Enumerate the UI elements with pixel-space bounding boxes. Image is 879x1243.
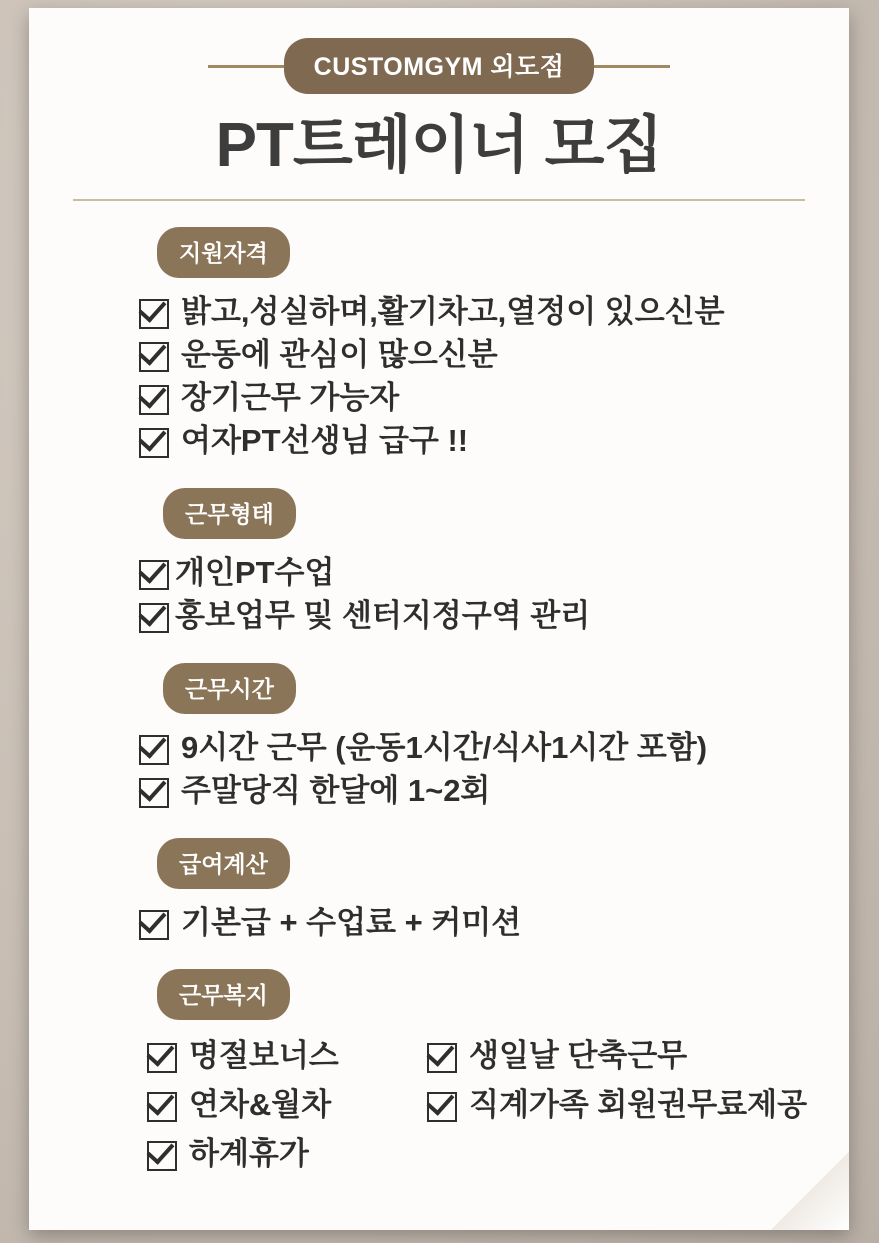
list-item-label: 홍보업무 및 센터지정구역 관리 [175, 597, 591, 633]
check-icon [139, 910, 169, 940]
list-item [139, 292, 813, 333]
list-item-label: 생일날 단축근무 [469, 1038, 688, 1074]
list-item-label: 밝고,성실하며,활기차고,열정이 있으신분 [181, 294, 725, 330]
section-qualifications [65, 227, 813, 462]
check-icon [147, 1092, 177, 1122]
check-icon [427, 1092, 457, 1122]
recruitment-poster [29, 8, 849, 1230]
list-item-label: 장기근무 가능자 [181, 380, 400, 416]
check-icon [139, 428, 169, 458]
section-label: 급여계산 [157, 838, 290, 889]
list-item [147, 1134, 409, 1175]
check-icon [147, 1043, 177, 1073]
gym-branch-badge: CUSTOMGYM 외도점 [284, 38, 595, 94]
list-item [147, 1085, 409, 1126]
list-item-label: 운동에 관심이 많으신분 [181, 337, 498, 373]
check-icon [139, 735, 169, 765]
poster-header [65, 8, 813, 201]
check-icon [139, 603, 169, 633]
list-item-label: 주말당직 한달에 1~2회 [181, 772, 491, 808]
list-item-label: 직계가족 회원권무료제공 [469, 1087, 808, 1123]
check-icon [139, 778, 169, 808]
section-label: 근무형태 [163, 488, 296, 539]
list-item [147, 1036, 409, 1077]
list-item-label: 개인PT수업 [175, 554, 335, 590]
page-title: PT트레이너 모집 [215, 111, 663, 180]
list-item [139, 771, 813, 812]
list-item-label: 기본급 + 수업료 + 커미션 [181, 904, 522, 940]
section-work-hours [65, 663, 813, 812]
list-item-label: 연차&월차 [189, 1087, 332, 1123]
list-item [139, 596, 813, 637]
section-label: 근무복지 [157, 969, 290, 1020]
check-icon [147, 1141, 177, 1171]
list-item-label: 9시간 근무 (운동1시간/식사1시간 포함) [181, 729, 708, 765]
eyebrow-row [65, 38, 813, 94]
section-items [65, 292, 813, 462]
check-icon [427, 1043, 457, 1073]
section-label: 근무시간 [163, 663, 296, 714]
section-items [65, 728, 813, 812]
list-item-label: 하계휴가 [189, 1136, 309, 1172]
list-item [139, 553, 813, 594]
check-icon [139, 342, 169, 372]
section-label: 지원자격 [157, 227, 290, 278]
check-icon [139, 385, 169, 415]
list-item-label: 명절보너스 [189, 1038, 339, 1074]
list-item [427, 1036, 813, 1077]
section-benefits [65, 969, 813, 1175]
list-item [139, 378, 813, 419]
list-item [427, 1085, 813, 1126]
section-items [65, 553, 813, 637]
section-items [65, 903, 813, 944]
list-item [139, 421, 813, 462]
list-item [139, 903, 813, 944]
list-item [139, 728, 813, 769]
check-icon [139, 560, 169, 590]
section-items [65, 1036, 813, 1175]
section-work-type [65, 488, 813, 637]
header-divider [73, 199, 805, 201]
check-icon [139, 299, 169, 329]
list-item [139, 335, 813, 376]
section-salary [65, 838, 813, 944]
list-item-label: 여자PT선생님 급구 !! [181, 423, 469, 459]
